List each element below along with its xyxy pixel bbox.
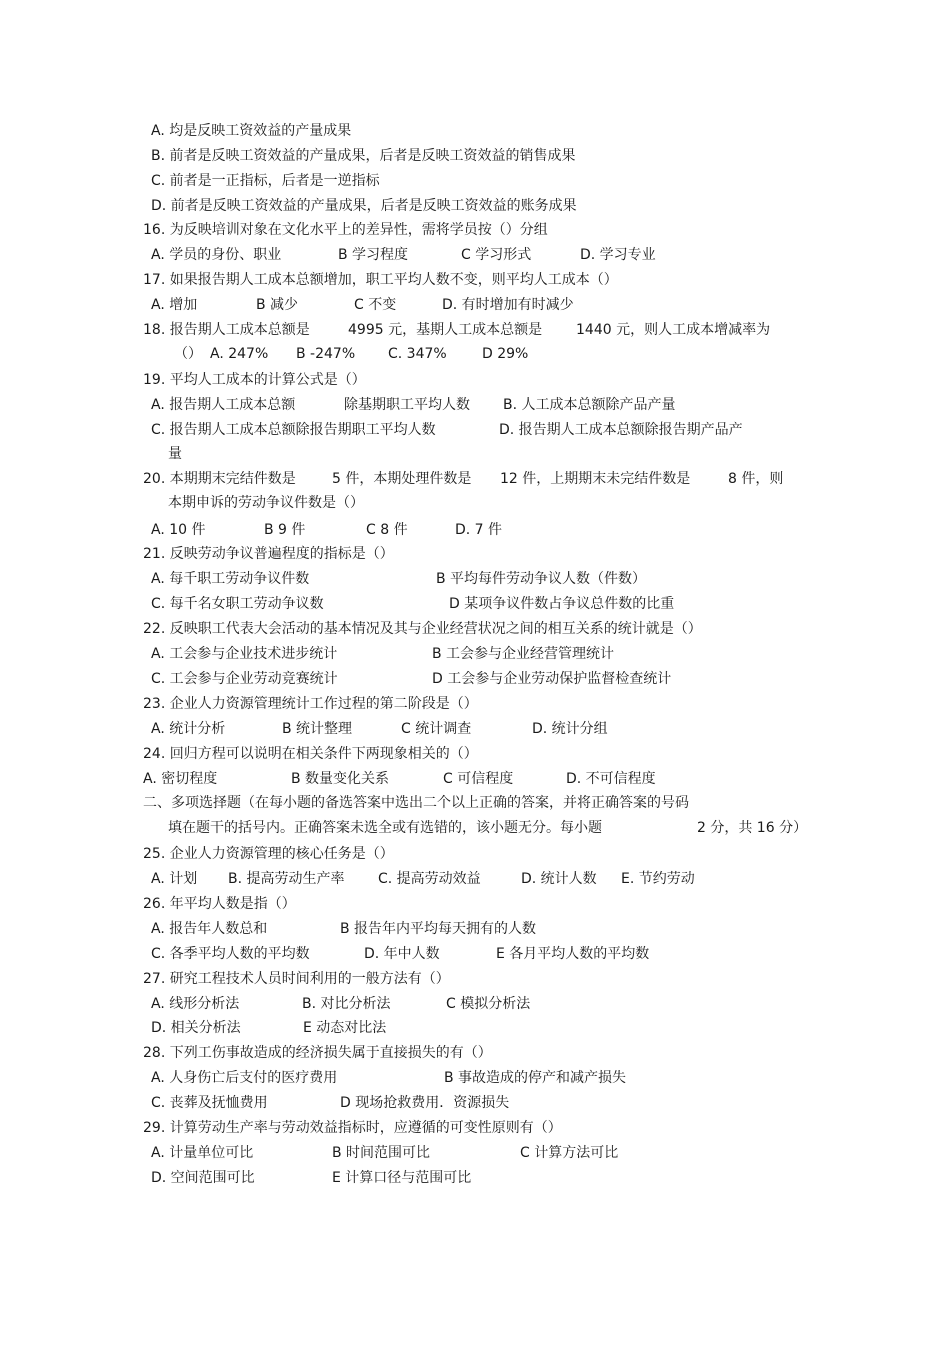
text-segment: 本期申诉的劳动争议件数是（） (168, 495, 364, 511)
text-segment: B 统计整理 (282, 721, 353, 737)
text-segment: 12 件，上期期末未完结件数是 (500, 471, 691, 487)
text-segment: 27. 研究工程技术人员时间利用的一般方法有（） (143, 971, 450, 987)
text-segment: 20. 本期期末完结件数是 (143, 471, 296, 487)
text-segment: D. 年中人数 (364, 946, 440, 962)
text-segment: C. 各季平均人数的平均数 (151, 946, 310, 962)
text-segment: B -247% (296, 346, 356, 362)
text-segment: D. 7 件 (455, 522, 503, 538)
text-segment: A. 线形分析法 (151, 996, 240, 1012)
text-segment: B. 前者是反映工资效益的产量成果，后者是反映工资效益的销售成果 (151, 148, 576, 164)
text-segment: 26. 年平均人数是指（） (143, 896, 296, 912)
text-segment: 除基期职工平均人数 (344, 397, 470, 413)
text-segment: C 可信程度 (443, 771, 514, 787)
text-segment: 23. 企业人力资源管理统计工作过程的第二阶段是（） (143, 696, 478, 712)
text-segment: C 8 件 (366, 522, 408, 538)
text-segment: D 某项争议件数占争议总件数的比重 (449, 596, 675, 612)
text-segment: B. 人工成本总额除产品产量 (503, 397, 676, 413)
text-segment: B 时间范围可比 (332, 1145, 431, 1161)
text-segment: A. 统计分析 (151, 721, 226, 737)
text-segment: 18. 报告期人工成本总额是 (143, 322, 310, 338)
text-segment: B 平均每件劳动争议人数（件数） (436, 571, 647, 587)
text-segment: （） (174, 346, 202, 362)
text-segment: D. 空间范围可比 (151, 1170, 255, 1186)
text-segment: D 29% (482, 346, 529, 362)
text-segment: 25. 企业人力资源管理的核心任务是（） (143, 846, 394, 862)
text-segment: C. 丧葬及抚恤费用 (151, 1095, 268, 1111)
text-segment: E 各月平均人数的平均数 (496, 946, 650, 962)
text-segment: 填在题干的括号内。正确答案未选全或有选错的，该小题无分。每小题 (168, 820, 602, 836)
text-segment: 1440 元，则人工成本增减率为 (576, 322, 771, 338)
text-segment: A. 10 件 (151, 522, 206, 538)
text-segment: C. 报告期人工成本总额除报告期职工平均人数 (151, 422, 436, 438)
text-segment: D. 相关分析法 (151, 1020, 241, 1036)
text-segment: D. 统计分组 (532, 721, 608, 737)
text-segment: A. 增加 (151, 297, 198, 313)
text-segment: E. 节约劳动 (621, 871, 695, 887)
text-segment: C 统计调查 (401, 721, 472, 737)
text-segment: C. 工会参与企业劳动竞赛统计 (151, 671, 338, 687)
text-segment: 16. 为反映培训对象在文化水平上的差异性，需将学员按（）分组 (143, 222, 548, 238)
text-segment: B. 对比分析法 (302, 996, 391, 1012)
text-segment: C 模拟分析法 (446, 996, 531, 1012)
text-segment: D. 不可信程度 (566, 771, 656, 787)
text-segment: B 事故造成的停产和减产损失 (444, 1070, 627, 1086)
text-segment: A. 人身伤亡后支付的医疗费用 (151, 1070, 338, 1086)
text-segment: C 计算方法可比 (520, 1145, 619, 1161)
text-segment: C 不变 (354, 297, 397, 313)
text-segment: A. 报告期人工成本总额 (151, 397, 296, 413)
text-segment: D. 前者是反映工资效益的产量成果，后者是反映工资效益的账务成果 (151, 198, 577, 214)
text-segment: C. 347% (388, 346, 447, 362)
text-segment: E 计算口径与范围可比 (332, 1170, 472, 1186)
text-segment: B. 提高劳动生产率 (228, 871, 345, 887)
text-segment: A. 密切程度 (143, 771, 218, 787)
text-segment: 量 (168, 446, 182, 462)
text-segment: A. 计量单位可比 (151, 1145, 254, 1161)
text-segment: D. 统计人数 (521, 871, 597, 887)
text-segment: D. 学习专业 (580, 247, 656, 263)
text-segment: C. 前者是一正指标，后者是一逆指标 (151, 173, 380, 189)
text-segment: 24. 回归方程可以说明在相关条件下两现象相关的（） (143, 746, 478, 762)
text-segment: 28. 下列工伤事故造成的经济损失属于直接损失的有（） (143, 1045, 492, 1061)
text-segment: 29. 计算劳动生产率与劳动效益指标时，应遵循的可变性原则有（） (143, 1120, 562, 1136)
text-segment: A. 学员的身份、职业 (151, 247, 282, 263)
text-segment: 17. 如果报告期人工成本总额增加，职工平均人数不变，则平均人工成本（） (143, 272, 618, 288)
text-segment: A. 工会参与企业技术进步统计 (151, 646, 338, 662)
text-segment: 19. 平均人工成本的计算公式是（） (143, 372, 366, 388)
text-segment: A. 均是反映工资效益的产量成果 (151, 123, 352, 139)
text-segment: C 学习形式 (461, 247, 532, 263)
text-segment: B 数量变化关系 (291, 771, 390, 787)
text-segment: 二、多项选择题（在每小题的备选答案中选出二个以上正确的答案，并将正确答案的号码 (143, 795, 689, 811)
text-segment: 22. 反映职工代表大会活动的基本情况及其与企业经营状况之间的相互关系的统计就是（） (143, 621, 702, 637)
text-segment: A. 247% (210, 346, 269, 362)
text-segment: B 报告年内平均每天拥有的人数 (340, 921, 537, 937)
text-segment: B 9 件 (264, 522, 306, 538)
text-segment: D. 有时增加有时减少 (442, 297, 574, 313)
text-segment: C. 每千名女职工劳动争议数 (151, 596, 324, 612)
text-segment: 4995 元，基期人工成本总额是 (348, 322, 543, 338)
text-segment: 8 件，则 (728, 471, 784, 487)
text-segment: 21. 反映劳动争议普遍程度的指标是（） (143, 546, 394, 562)
text-segment: D 工会参与企业劳动保护监督检查统计 (432, 671, 672, 687)
text-segment: B 学习程度 (338, 247, 409, 263)
text-segment: A. 计划 (151, 871, 198, 887)
text-segment: C. 提高劳动效益 (378, 871, 481, 887)
text-segment: 5 件，本期处理件数是 (332, 471, 472, 487)
text-segment: B 减少 (256, 297, 299, 313)
text-segment: B 工会参与企业经营管理统计 (432, 646, 615, 662)
text-segment: D. 报告期人工成本总额除报告期产品产 (499, 422, 743, 438)
text-segment: E 动态对比法 (303, 1020, 387, 1036)
text-segment: A. 报告年人数总和 (151, 921, 268, 937)
text-segment: D 现场抢救费用．资源损失 (340, 1095, 510, 1111)
text-segment: 2 分，共 16 分） (697, 820, 808, 836)
text-segment: A. 每千职工劳动争议件数 (151, 571, 310, 587)
